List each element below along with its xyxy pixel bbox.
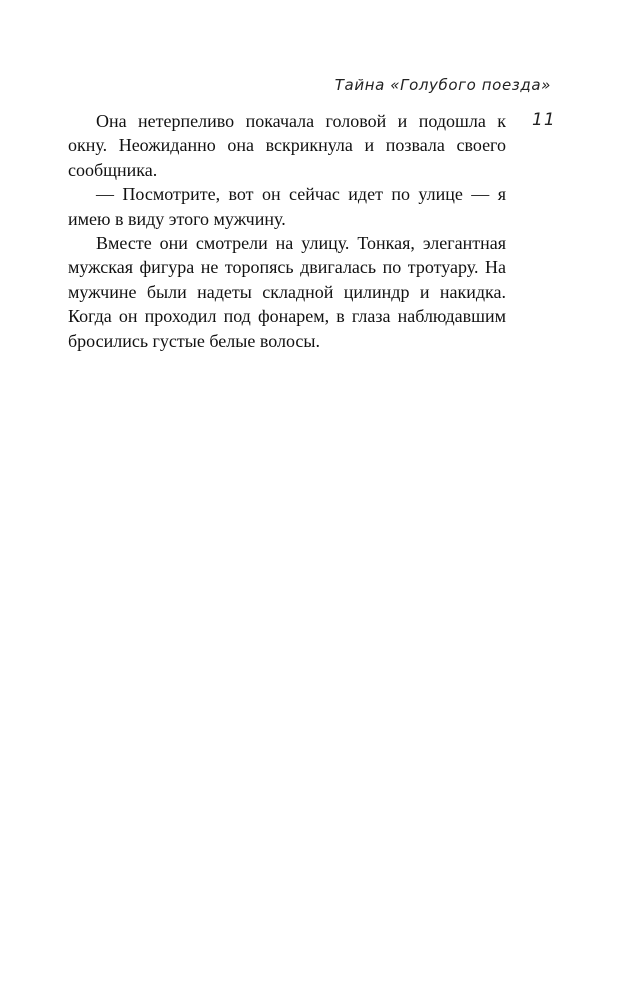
- book-text: [68, 109, 506, 353]
- paragraph-3: Вместе они смотрели на улицу. Тонкая, элегантная мужская фигура не торопясь двигалась по тротуару. На мужчине были надеты складной цилиндр и накидка. Когда он проходил под фонарем, в глаза наблюдавшим бросились густые белые волосы.: [68, 233, 506, 351]
- page-number: 11: [532, 110, 556, 130]
- paragraph-2: — Посмотрите, вот он сейчас идет по улице — я имею в виду этого мужчину.: [68, 184, 506, 229]
- paragraph-1: Она нетерпеливо покачала головой и подошла к окну. Неожиданно она вскрикнула и позвала своего сообщника.: [68, 111, 506, 180]
- running-title: Тайна «Голубого поезда»: [334, 76, 551, 94]
